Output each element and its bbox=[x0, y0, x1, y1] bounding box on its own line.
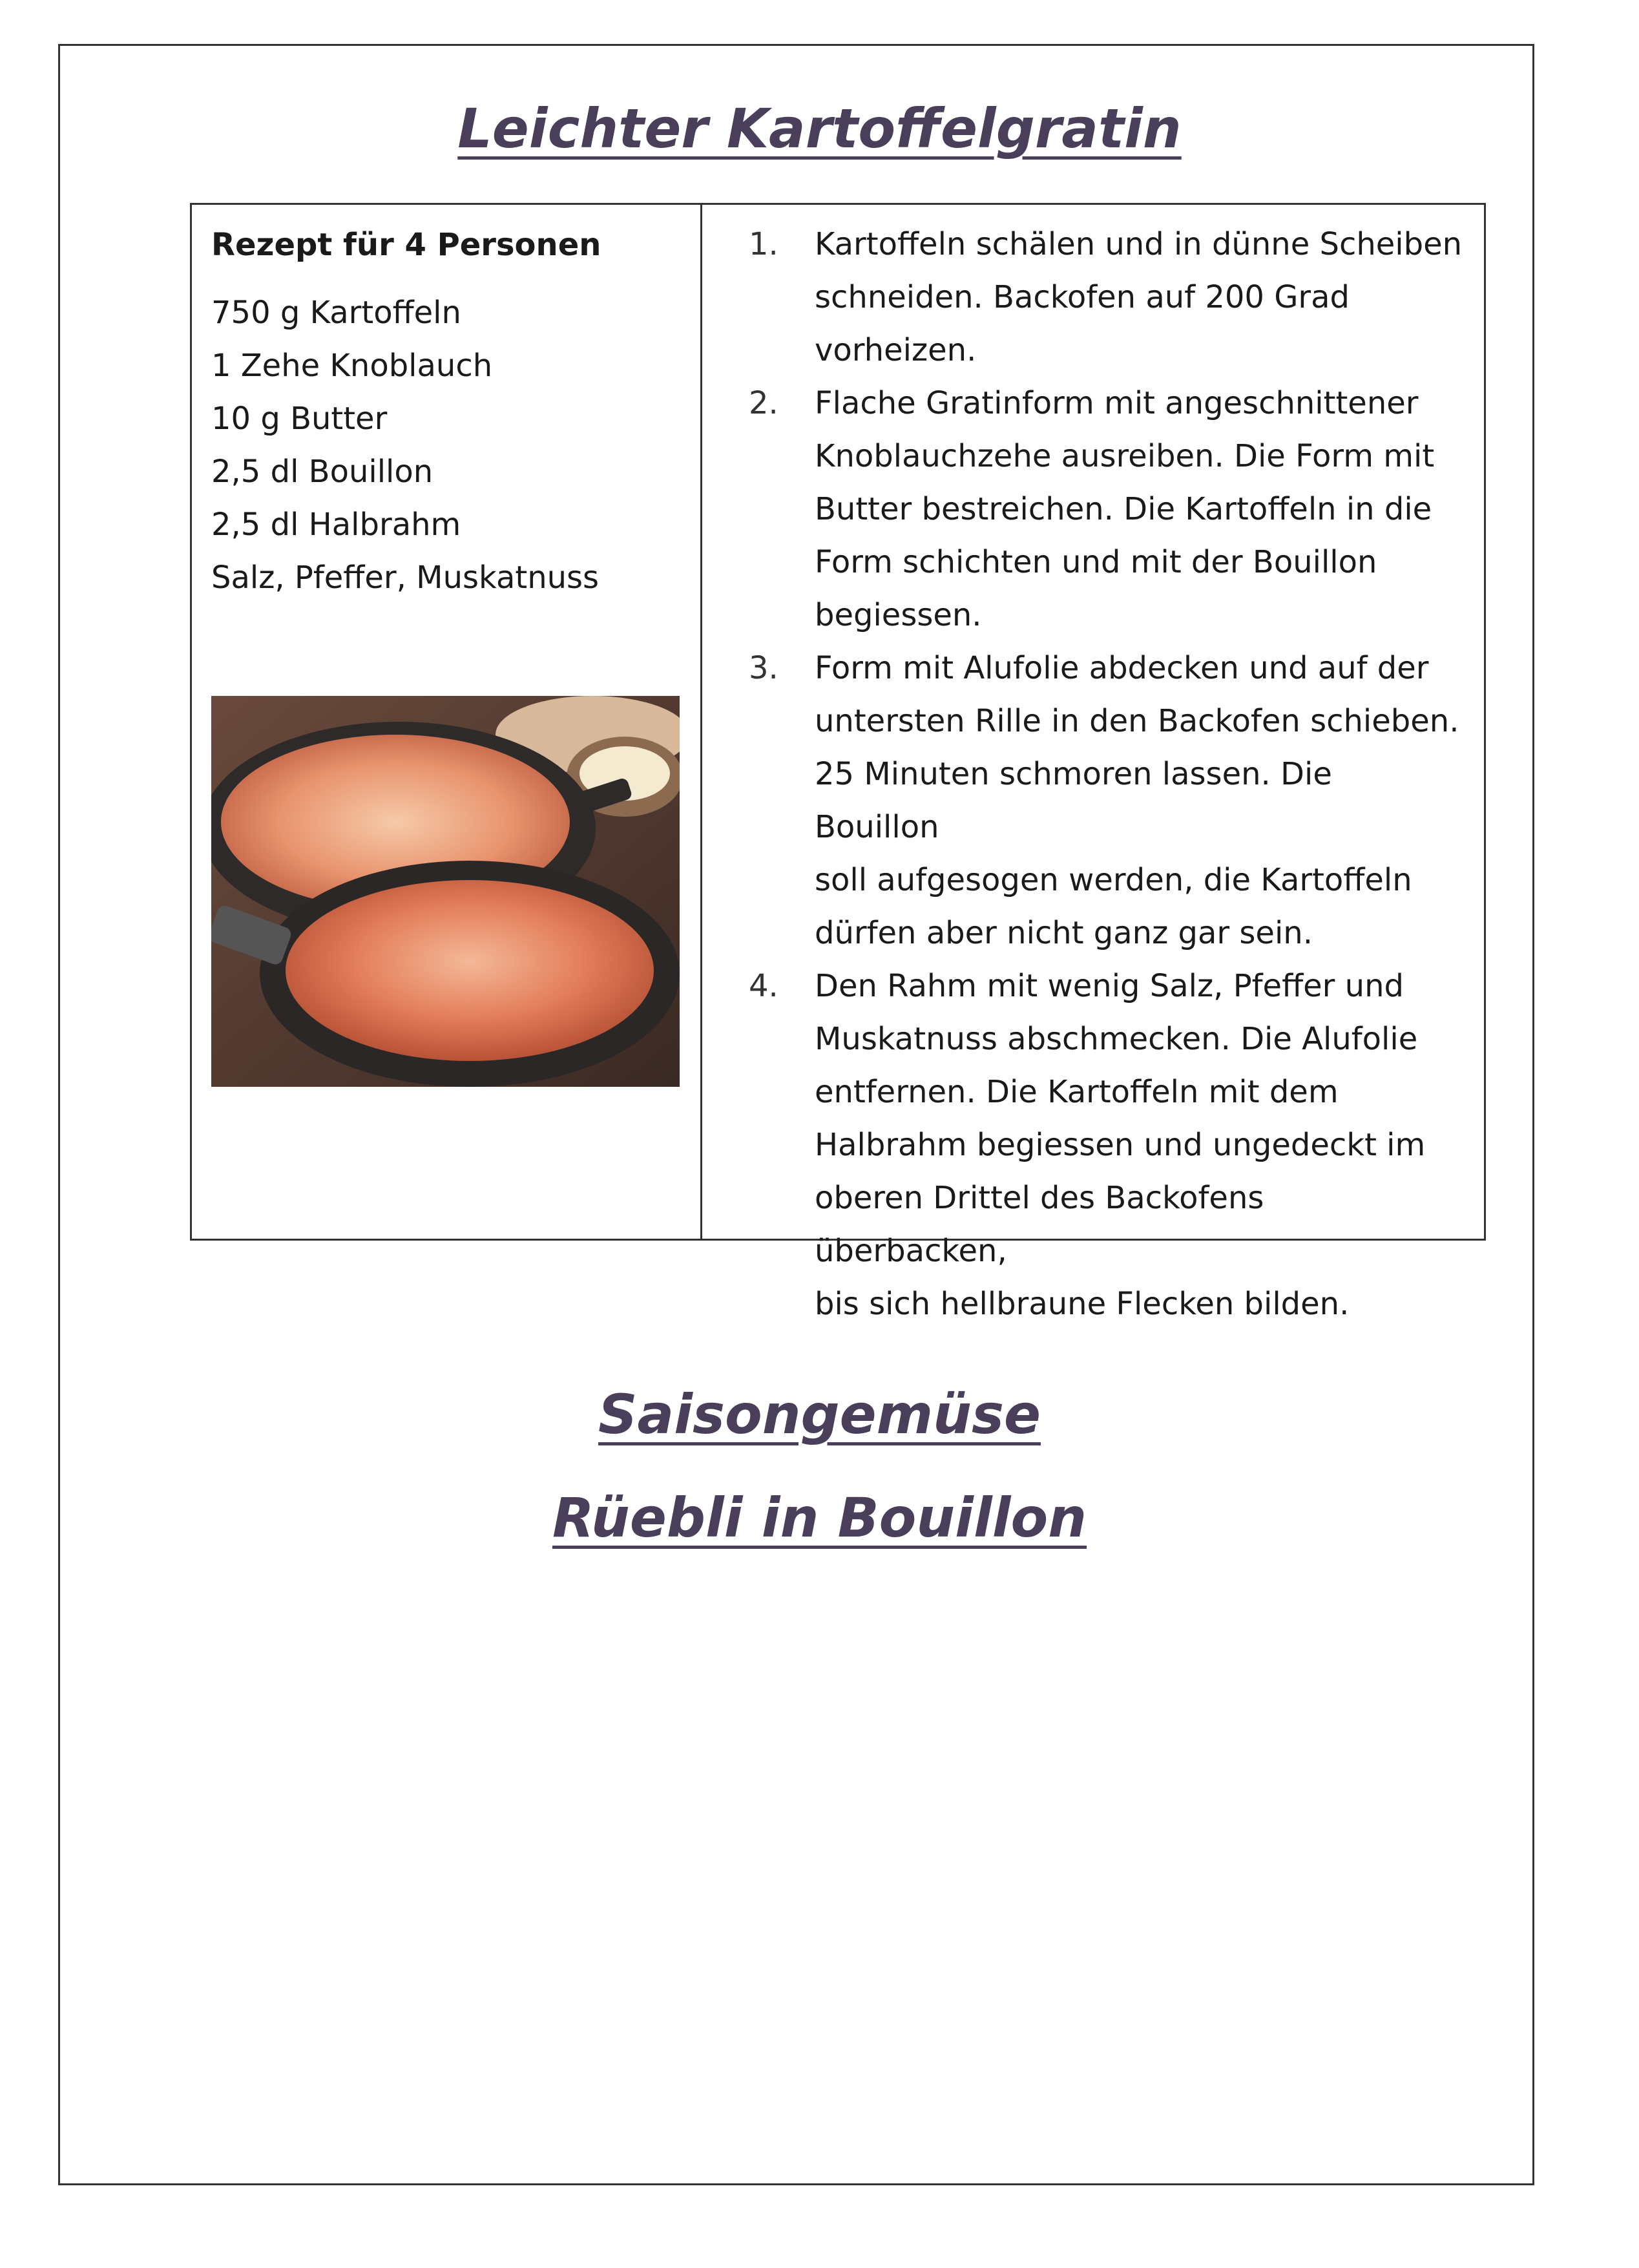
ingredient-item: 750 g Kartoffeln bbox=[211, 295, 461, 331]
step-line: Muskatnuss abschmecken. Die Alufolie bbox=[815, 1021, 1418, 1057]
step-line: entfernen. Die Kartoffeln mit dem bbox=[815, 1074, 1339, 1110]
step-line: vorheizen. bbox=[815, 332, 977, 368]
recipe-table bbox=[190, 203, 1486, 1322]
step-line: dürfen aber nicht ganz gar sein. bbox=[815, 915, 1313, 951]
ingredient-list bbox=[211, 286, 681, 604]
step-line: untersten Rille in den Backofen schieben. bbox=[815, 703, 1459, 739]
step-item bbox=[749, 218, 1465, 377]
step-number: 4. bbox=[749, 968, 778, 1004]
step-item bbox=[749, 377, 1465, 642]
instructions-column bbox=[702, 205, 1484, 1322]
step-line: Form mit Alufolie abdecken und auf der bbox=[815, 650, 1429, 686]
step-item bbox=[749, 642, 1465, 960]
page-title: Leichter Kartoffelgratin bbox=[457, 97, 1182, 160]
step-line: schneiden. Backofen auf 200 Grad bbox=[815, 279, 1350, 315]
servings-label: Rezept für 4 Personen bbox=[211, 227, 601, 263]
ingredient-item: 1 Zehe Knoblauch bbox=[211, 348, 493, 384]
step-line: Form schichten und mit der Bouillon bbox=[815, 544, 1377, 580]
step-line: Knoblauchzehe ausreiben. Die Form mit bbox=[815, 438, 1435, 474]
step-number: 3. bbox=[749, 650, 778, 686]
section-subtitle: Rüebli in Bouillon bbox=[552, 1486, 1087, 1549]
step-line: bis sich hellbraune Flecken bilden. bbox=[815, 1286, 1350, 1322]
ingredients-column bbox=[192, 205, 702, 1239]
step-item bbox=[749, 960, 1465, 1330]
gratin-photo bbox=[211, 696, 680, 1087]
ingredient-item: 10 g Butter bbox=[211, 401, 388, 437]
step-line: begiessen. bbox=[815, 597, 982, 633]
section-title: Saisongemüse bbox=[598, 1383, 1041, 1446]
step-line: oberen Drittel des Backofens überbacken, bbox=[815, 1180, 1264, 1269]
step-line: Kartoffeln schälen und in dünne Scheiben bbox=[815, 226, 1463, 262]
step-list bbox=[749, 218, 1465, 1330]
step-number: 1. bbox=[749, 226, 778, 262]
step-number: 2. bbox=[749, 385, 778, 421]
ingredient-item: 2,5 dl Bouillon bbox=[211, 454, 433, 490]
step-line: Butter bestreichen. Die Kartoffeln in die bbox=[815, 491, 1432, 527]
bottom-gratin bbox=[286, 880, 654, 1061]
ingredient-item: 2,5 dl Halbrahm bbox=[211, 507, 461, 543]
step-line: 25 Minuten schmoren lassen. Die Bouillon bbox=[815, 756, 1332, 845]
step-line: soll aufgesogen werden, die Kartoffeln bbox=[815, 862, 1412, 898]
ingredient-item: Salz, Pfeffer, Muskatnuss bbox=[211, 560, 600, 596]
step-line: Flache Gratinform mit angeschnittener bbox=[815, 385, 1419, 421]
step-line: Halbrahm begiessen und ungedeckt im bbox=[815, 1127, 1426, 1163]
step-line: Den Rahm mit wenig Salz, Pfeffer und bbox=[815, 968, 1404, 1004]
